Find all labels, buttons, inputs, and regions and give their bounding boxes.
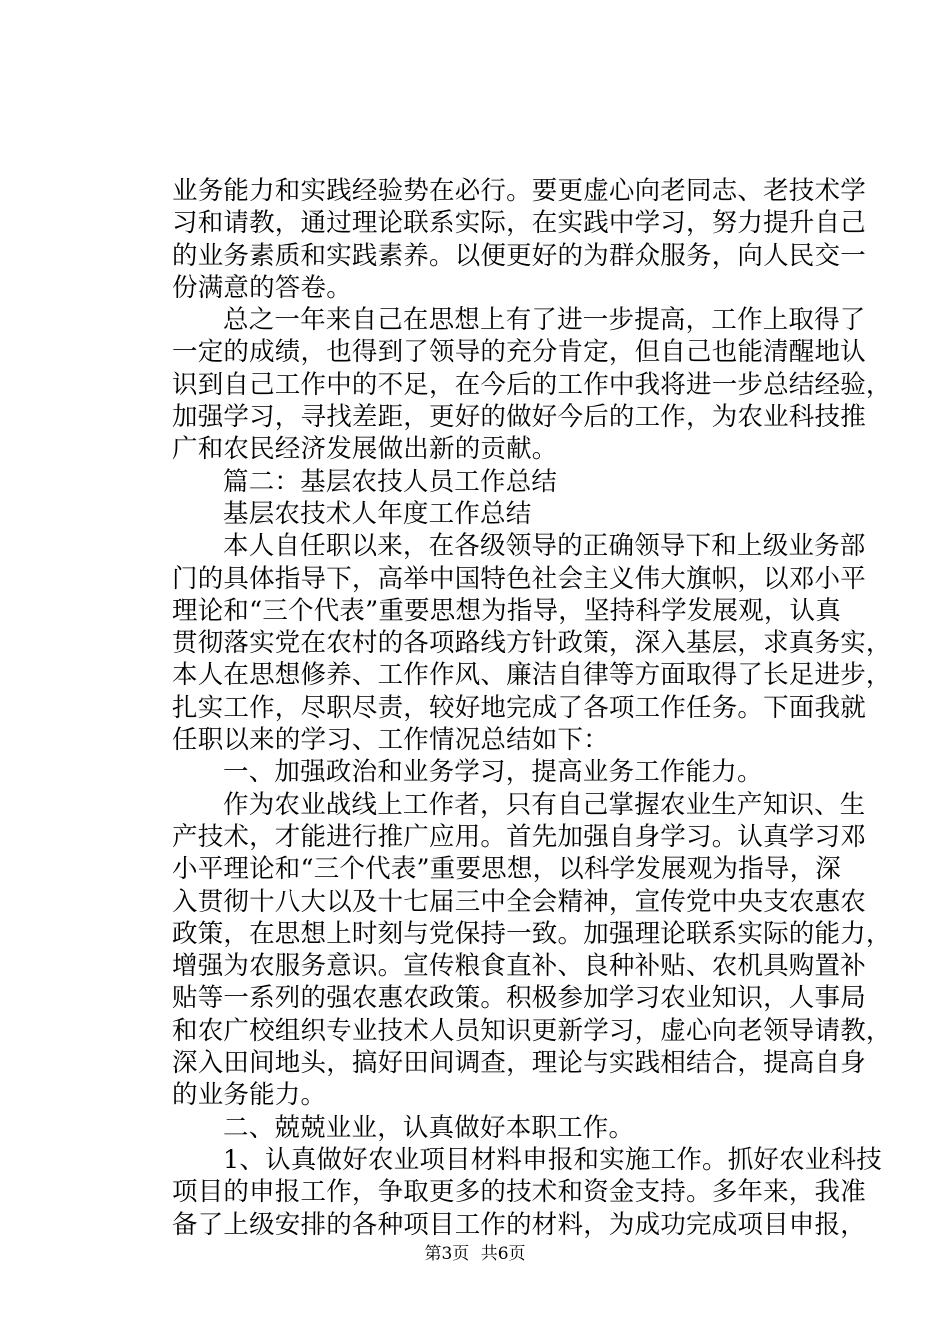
- text-line: 业务能力和实践经验势在必行。要更虚心向老同志、老技术学: [172, 176, 866, 206]
- text-line: 增强为农服务意识。宣传粮食直补、良种补贴、农机具购置补: [172, 951, 866, 982]
- text-line: 习和请教，通过理论联系实际，在实践中学习，努力提升自己: [172, 208, 866, 239]
- text-line: 本人在思想修养、工作作风、廉洁自律等方面取得了长足进步，: [172, 660, 892, 691]
- page-footer: [0, 1242, 950, 1266]
- text-line: 篇二：基层农技人员工作总结: [223, 466, 558, 497]
- text-line: 作为农业战线上工作者，只有自己掌握农业生产知识、生: [223, 789, 866, 820]
- text-line: 一、加强政治和业务学习，提高业务工作能力。: [223, 757, 763, 788]
- document-body: [172, 175, 892, 1241]
- text-line: 门的具体指导下，高举中国特色社会主义伟大旗帜，以邓小平: [172, 563, 866, 594]
- text-line: 贴等一系列的强农惠农政策。积极参加学习农业知识，人事局: [172, 983, 866, 1014]
- text-line: 基层农技术人年度工作总结: [223, 498, 532, 529]
- text-line: 二、兢兢业业，认真做好本职工作。: [223, 1112, 635, 1143]
- text-line: 任职以来的学习、工作情况总结如下：: [172, 725, 609, 756]
- text-line: 识到自己工作中的不足，在今后的工作中我将进一步总结经验，: [172, 369, 892, 400]
- text-line: 深入田间地头，搞好田间调查，理论与实践相结合，提高自身: [172, 1048, 866, 1079]
- text-line: 项目的申报工作，争取更多的技术和资金支持。多年来，我准: [172, 1177, 866, 1208]
- text-line: 1、认真做好农业项目材料申报和实施工作。抓好农业科技: [223, 1144, 882, 1175]
- text-line: 的业务能力。: [172, 1080, 327, 1111]
- text-line: 份满意的答卷。: [172, 272, 352, 303]
- page-total: 共6页: [480, 1244, 526, 1264]
- page-number: 第3页: [424, 1244, 470, 1264]
- text-line: 的业务素质和实践素养。以便更好的为群众服务，向人民交一: [172, 240, 866, 271]
- text-line: 扎实工作，尽职尽责，较好地完成了各项工作任务。下面我就: [172, 692, 866, 723]
- text-line: 广和农民经济发展做出新的贡献。: [172, 434, 558, 465]
- text-line: 一定的成绩，也得到了领导的充分肯定，但自己也能清醒地认: [172, 337, 866, 368]
- text-line: 加强学习，寻找差距，更好的做好今后的工作，为农业科技推: [172, 402, 866, 433]
- text-line: 政策，在思想上时刻与党保持一致。加强理论联系实际的能力，: [172, 918, 892, 949]
- text-line: 本人自任职以来，在各级领导的正确领导下和上级业务部: [223, 531, 866, 562]
- text-line: 入贯彻十八大以及十七届三中全会精神，宣传党中央支农惠农: [172, 886, 866, 917]
- text-line: 总之一年来自己在思想上有了进一步提高，工作上取得了: [223, 305, 866, 336]
- text-line: 产技术，才能进行推广应用。首先加强自身学习。认真学习邓: [172, 821, 866, 852]
- text-line: 理论和“三个代表”重要思想为指导，坚持科学发展观，认真: [172, 595, 841, 626]
- text-line: 小平理论和“三个代表”重要思想，以科学发展观为指导，深: [172, 854, 841, 885]
- text-line: 和农广校组织专业技术人员知识更新学习，虚心向老领导请教，: [172, 1015, 892, 1046]
- text-line: 备了上级安排的各种项目工作的材料，为成功完成项目申报，: [172, 1209, 866, 1240]
- text-line: 贯彻落实党在农村的各项路线方针政策，深入基层，求真务实，: [172, 628, 892, 659]
